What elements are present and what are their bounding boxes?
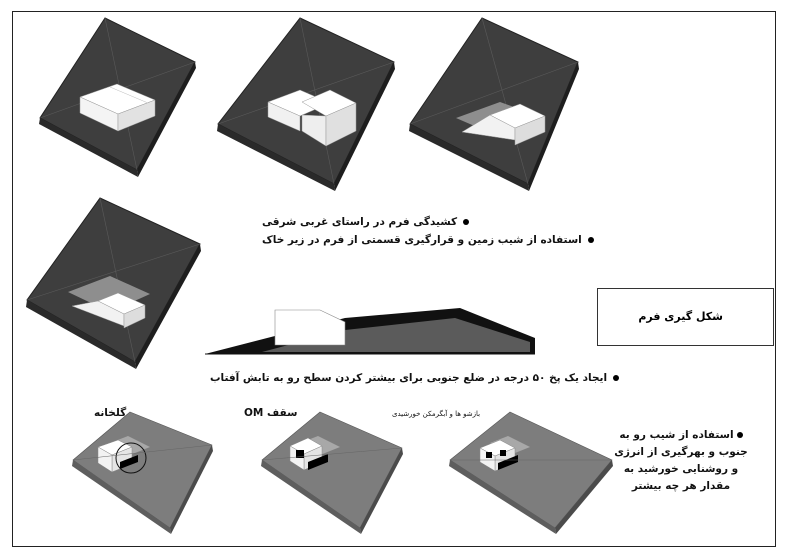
- bullet-dot-icon: [463, 219, 469, 225]
- label-greenhouse: گلخانه: [94, 407, 127, 419]
- massing-step-3: [409, 18, 579, 191]
- bullet-2: [262, 234, 594, 246]
- bullet-3: [210, 372, 619, 384]
- section-mass: [275, 310, 345, 345]
- figure-title: شکل گیری فرم: [638, 310, 723, 323]
- massing-step-4: [26, 198, 201, 369]
- side-note-text: استفاده از شیب رو به جنوب و بهرگیری از انرژی و روشنایی خورشید به مقدار هر چه بیشتر: [614, 429, 748, 492]
- label-roof: سقف OM: [244, 407, 298, 419]
- massing-step-1: [39, 18, 196, 177]
- detail-openings: [449, 412, 613, 534]
- bullet-1-text: کشیدگی فرم در راستای غربی شرقی: [262, 216, 458, 228]
- bullet-dot-icon: [737, 432, 743, 438]
- bullet-dot-icon: [613, 375, 619, 381]
- detail-greenhouse: [72, 412, 213, 534]
- massing-step-2: [217, 18, 395, 191]
- side-note: [612, 427, 750, 495]
- figure-title-box: [597, 288, 774, 346]
- bullet-1: [262, 216, 469, 228]
- label-openings: بازشو ها و آبگرمکن خورشیدی: [392, 410, 481, 418]
- bullet-2-text: استفاده از شیب زمین و قرارگیری قسمتی از فرم در زیر خاک: [262, 234, 582, 246]
- bullet-3-text: ایجاد یک پخ ۵۰ درجه در ضلع جنوبی برای بیشتر کردن سطح رو به تابش آفتاب: [210, 372, 608, 384]
- site-plate-3: [410, 18, 578, 184]
- detail-roof: [261, 412, 403, 534]
- bullet-dot-icon: [588, 237, 594, 243]
- section-diagram: [205, 308, 535, 354]
